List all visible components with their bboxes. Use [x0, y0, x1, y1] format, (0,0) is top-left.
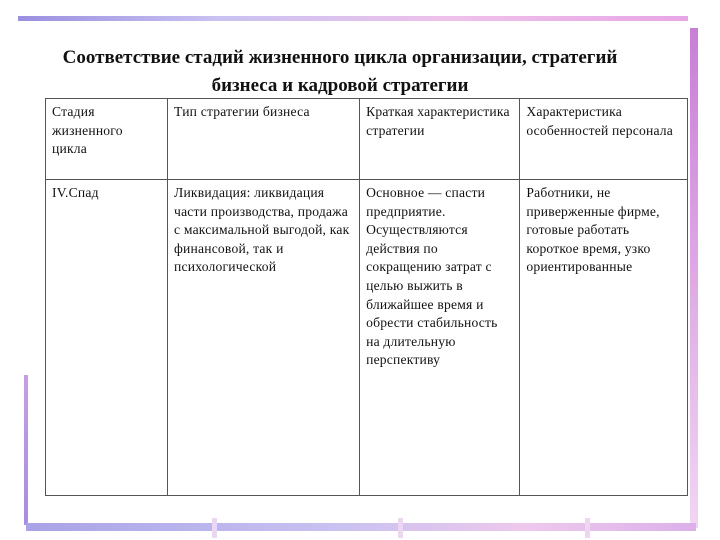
page-title [40, 44, 640, 100]
decor-notch [585, 518, 590, 538]
cell-strategy-description: Основное — спасти предприятие. Осуществляются действия по сокращению затрат с целью выжить в ближайшее время и обрести стабильность на длительную перспективу [360, 180, 520, 496]
header-cell-strategy-description: Краткая характеристика стратегии [360, 99, 520, 180]
table-row [46, 180, 688, 496]
page-title-line-2: бизнеса и кадровой стратегии [211, 75, 469, 96]
decor-notch [398, 518, 403, 538]
table-header-row [46, 99, 688, 180]
decor-notch [212, 518, 217, 538]
decor-right-bar [690, 28, 698, 528]
header-cell-stage: Стадия жизненного цикла [46, 99, 168, 180]
strategy-table [45, 98, 688, 496]
header-cell-business-strategy: Тип стратегии бизнеса [168, 99, 360, 180]
page-title-line-1: Соответствие стадий жизненного цикла организации, стратегий [62, 47, 618, 68]
cell-business-strategy: Ликвидация: ликвидация части производства, продажа с максимальной выгодой, как финансовой, так и психологической [168, 180, 360, 496]
decor-top-bar [18, 16, 688, 21]
cell-personnel: Работники, не приверженные фирме, готовые работать короткое время, узко ориентированные [520, 180, 688, 496]
cell-stage: IV.Спад [46, 180, 168, 496]
decor-bottom-bar [26, 523, 696, 531]
decor-left-bar [24, 375, 28, 525]
header-cell-personnel: Характеристика особенностей персонала [520, 99, 688, 180]
